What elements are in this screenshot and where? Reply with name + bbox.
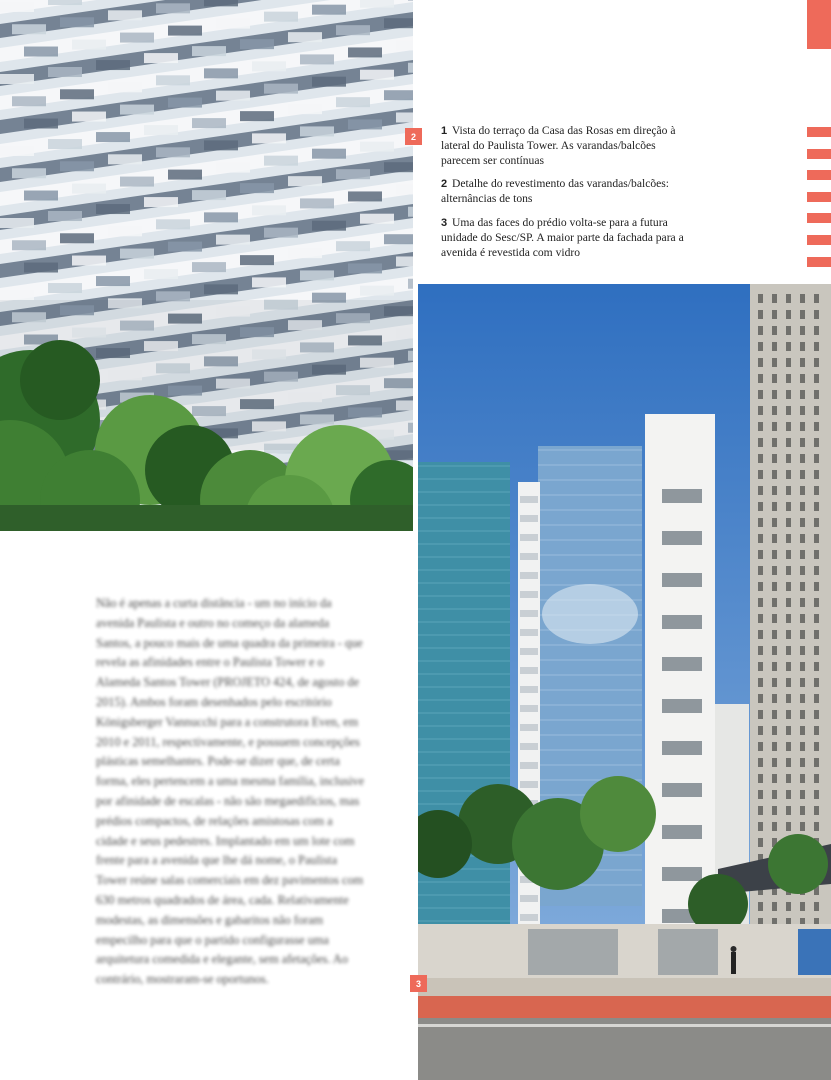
caption-2 [441,177,691,207]
edge-stripe [807,235,831,245]
photo-number-2: 2 [405,128,422,145]
edge-stripe [807,192,831,202]
edge-stripe [807,170,831,180]
edge-stripe [807,213,831,223]
street-view-photo [418,284,831,1080]
photo-number-3: 3 [410,975,427,992]
street-illustration [418,284,831,1080]
caption-number: 2 [441,178,448,191]
edge-stripe [807,257,831,267]
article-body-text: Não é apenas a curta distância - um no início da avenida Paulista e outro no começo da alameda Santos, a pouco mais de uma quadra da primeira - que revela as afinidades entre o Paulista Tower e o Alameda Santos Tower (PROJETO 424, de agosto de 2015). Ambos foram desenhados pelo escritório Königsberger Vannucchi para a construtora Even, em 2010 e 2011, respectivamente, e possuem concepções plásticas semelhantes. Pode-se dizer que, de certa forma, eles pertencem a uma mesma família, inclusive por afinidade de escalas - não são megaedifícios, mas prédios compactos, de relações amistosas com a cidade e seus pedestres. Implantado em um lote com frente para a avenida que lhe dá nome, o Paulista Tower reúne salas comerciais em dez pavimentos com 630 metros quadrados de área, cada. Relativamente modestas, as dimensões e gabaritos não foram empecilho para que o partido configurasse uma arquitetura comedida e elegante, sem afetações. Ao contrário, mostraram-se oportunos. [96,596,365,987]
caption-text: Detalhe do revestimento das varandas/balcões: alternâncias de tons [441,177,670,206]
caption-text: Vista do terraço da Casa das Rosas em direção à lateral do Paulista Tower. As varandas/balcões parecem ser contínuas [441,124,676,167]
caption-text: Uma das faces do prédio volta-se para a futura unidade do Sesc/SP. A maior parte da fachada para a avenida é revestida com vidro [441,215,684,259]
page-edge-stripes [807,127,831,278]
caption-number: 3 [441,216,448,229]
caption-1 [441,124,691,168]
caption-number: 1 [441,125,448,137]
captions [441,124,691,269]
edge-stripe [807,149,831,159]
caption-3 [441,216,691,260]
facade-illustration [0,0,413,531]
edge-stripe [807,127,831,137]
page-edge-marker [807,0,831,49]
facade-detail-photo [0,0,413,531]
